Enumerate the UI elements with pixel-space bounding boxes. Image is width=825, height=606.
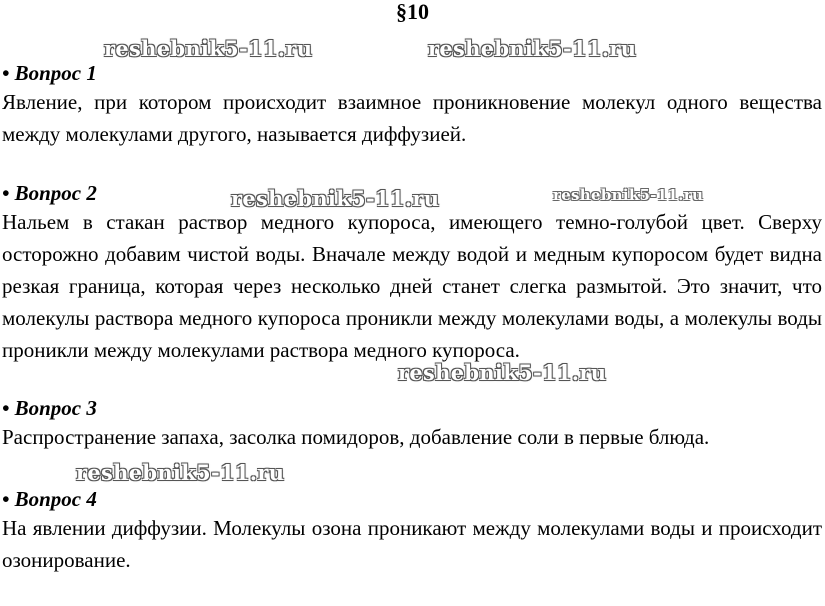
question-3-heading: • Вопрос 3	[2, 396, 97, 420]
watermark: reshebnik5-11.ru	[76, 460, 285, 485]
question-4-answer: На явлении диффузии. Молекулы озона проникают между молекулами воды и происходит озонирование.	[2, 516, 822, 572]
watermark: reshebnik5-11.ru	[231, 186, 440, 211]
question-4-heading: • Вопрос 4	[2, 487, 97, 511]
question-1-heading: • Вопрос 1	[2, 61, 97, 85]
question-1-answer: Явление, при котором происходит взаимное проникновение молекул одного вещества между молекулами другого, называется диффузией.	[2, 90, 822, 146]
question-2-answer: Нальем в стакан раствор медного купороса, имеющего темно-голубой цвет. Сверху осторожно добавим чистой воды. Вначале между водой и медным купоросом будет видна резкая граница, которая через несколько дней станет слегка размытой. Это значит, что молекулы раствора медного купороса проникли между молекулами воды, а молекулы воды проникли между молекулами раствора медного купороса.	[2, 210, 822, 362]
watermark: reshebnik5-11.ru	[553, 186, 704, 204]
watermark: reshebnik5-11.ru	[104, 36, 313, 61]
question-3-answer: Распространение запаха, засолка помидоров, добавление соли в первые блюда.	[2, 425, 710, 449]
watermark: reshebnik5-11.ru	[398, 360, 607, 385]
section-title: §10	[396, 0, 429, 24]
watermark: reshebnik5-11.ru	[428, 36, 637, 61]
question-2-heading: • Вопрос 2	[2, 181, 97, 205]
